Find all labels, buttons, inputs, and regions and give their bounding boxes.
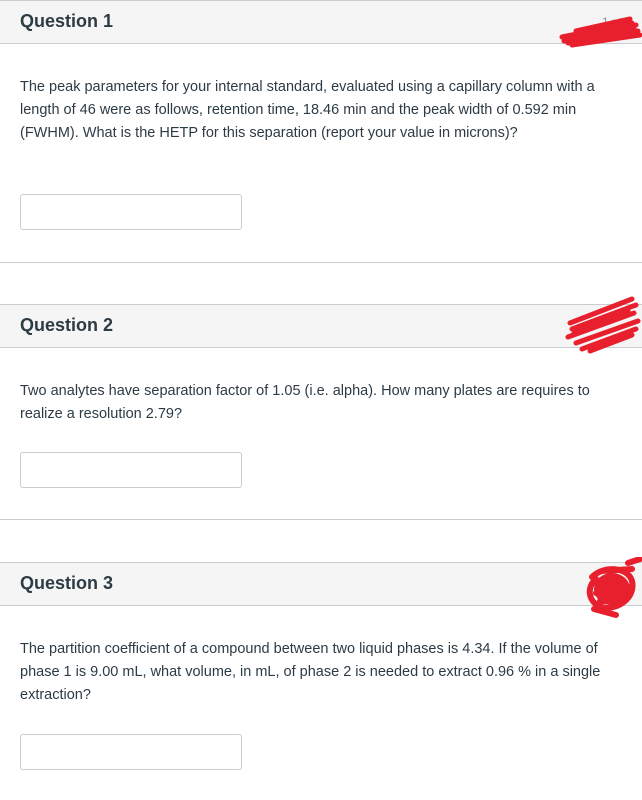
question-points: 1 pts [601, 15, 628, 29]
question-text: The partition coefficient of a compound between two liquid phases is 4.34. If the volume of phase 1 is 9.00 mL, what volume, in mL, of phase 2 is needed to extract 0.96 % in a single extraction? [20, 641, 601, 703]
question-3 [0, 562, 642, 703]
question-2 [0, 304, 642, 422]
question-header [0, 562, 642, 606]
answer-input[interactable] [20, 194, 242, 230]
answer-input[interactable] [20, 734, 242, 770]
answer-input[interactable] [20, 452, 242, 488]
question-text: The peak parameters for your internal standard, evaluated using a capillary column with a length of 46 were as follows, retention time, 18.46 min and the peak width of 0.592 min (FWHM). What is the HETP for this separation (report your value in microns)? [20, 79, 595, 141]
question-header [0, 0, 642, 44]
question-title: Question 3 [20, 573, 114, 593]
question-header [0, 304, 642, 348]
redaction-scribble-icon [532, 293, 642, 357]
redaction-scribble-icon [532, 1, 642, 53]
question-title: Question 2 [20, 315, 114, 335]
question-title: Question 1 [20, 11, 114, 31]
question-divider [0, 262, 642, 263]
question-1 [0, 0, 642, 141]
redaction-scribble-icon [532, 557, 642, 623]
question-text: Two analytes have separation factor of 1.05 (i.e. alpha). How many plates are requires to realize a resolution 2.79? [20, 383, 590, 422]
question-divider [0, 519, 642, 520]
